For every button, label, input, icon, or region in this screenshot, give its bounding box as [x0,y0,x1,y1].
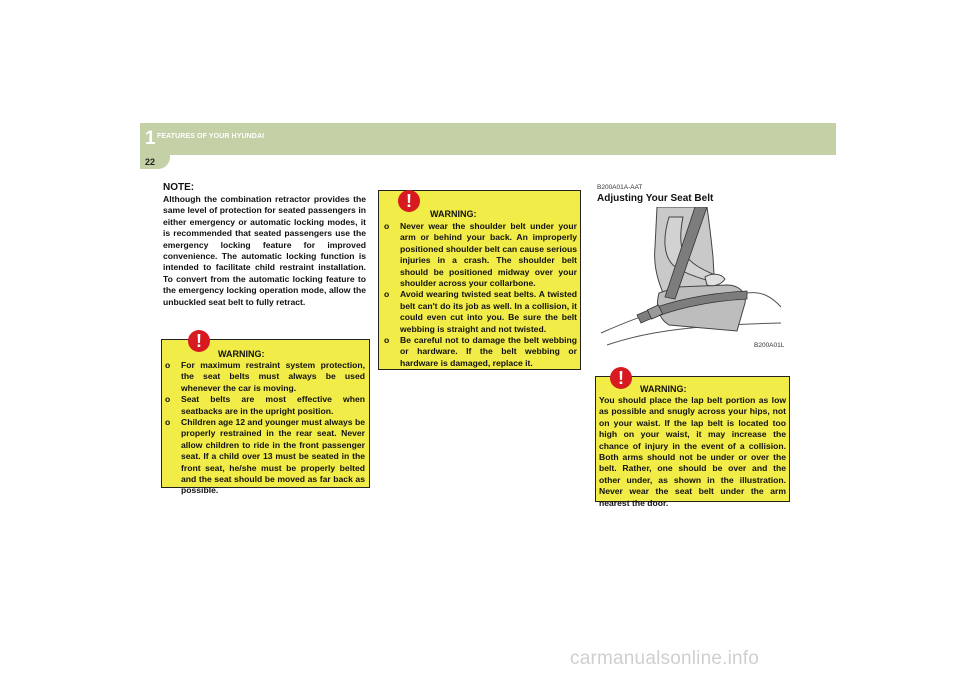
warning-box-left [161,331,370,496]
warning-list [384,221,577,369]
image-label: B200A01L [754,342,785,349]
note-text: Although the combination retractor provides the same level of protection for seated passengers in either emergency or automatic locking modes, it is recommended that seated passengers use the emergency locking feature for improved convenience. The automatic locking function is intended to facilitate child restraint installation. To convert from the automatic locking feature to the emergency locking operation mode, allow the unbuckled seat belt to fully retract. [163,194,366,307]
note-title: NOTE: [163,182,195,193]
page-number: 22 [145,157,156,167]
bullet-symbol: o [384,221,390,231]
bullet-symbol: o [384,289,390,300]
section-code: B200A01A-AAT [597,184,643,191]
warning-exclamation-icon: ! [610,367,632,389]
warning-item: o For maximum restraint system protection, the seat belts must always be used whenever the car is moving. [165,360,365,393]
warning-item: o Never wear the shoulder belt under your arm or behind your back. An improperly positioned shoulder belt can cause serious injuries in a crash. The shoulder belt should be positioned midway over your shoulder across your collarbone. [384,221,577,289]
warning-box-right [595,368,790,508]
bullet-symbol: o [384,335,390,346]
warning-text: You should place the lap belt portion as low as possible and snugly across your hips, not on your waist. If the lap belt is located too high on your waist, it may increase the chance of injury in the event of a collision. Both arms should not be under or over the belt. Rather, one should be over and the other under, as shown in the illustration. Never wear the seat belt under the arm nearest the door. [599,395,786,508]
seated-passenger-icon [597,207,785,351]
note-section [163,182,366,308]
warning-title: WARNING: [218,349,265,359]
chapter-title: FEATURES OF YOUR HYUNDAI [157,133,265,140]
section-title: Adjusting Your Seat Belt [597,193,714,204]
warning-exclamation-icon: ! [188,330,210,352]
warning-exclamation-icon: ! [398,190,420,212]
bullet-symbol: o [165,394,171,405]
watermark: carmanualsonline.info [570,648,760,669]
seat-belt-illustration [597,207,785,351]
warning-item: o Avoid wearing twisted seat belts. A twisted belt can't do its job as well. In a collision, it could even cut into you. Be sure the belt webbing is straight and not twisted. [384,289,577,334]
chapter-number: 1 [145,128,156,149]
warning-title: WARNING: [640,384,687,394]
warning-title: WARNING: [430,209,477,219]
warning-box-middle [378,190,581,370]
bullet-symbol: o [165,360,171,370]
warning-item: o Seat belts are most effective when seatbacks are in the upright position. [165,394,365,416]
warning-item: o Children age 12 and younger must always be properly restrained in the rear seat. Never allow children to ride in the front passenger seat. If a child over 13 must be seated in the front seat, he/she must be properly belted and the seat should be moved as far back as possible. [165,417,365,496]
bullet-symbol: o [165,417,171,428]
warning-item: o Be careful not to damage the belt webbing or hardware. If the belt webbing or hardware is damaged, replace it. [384,335,577,368]
warning-list [165,360,365,497]
